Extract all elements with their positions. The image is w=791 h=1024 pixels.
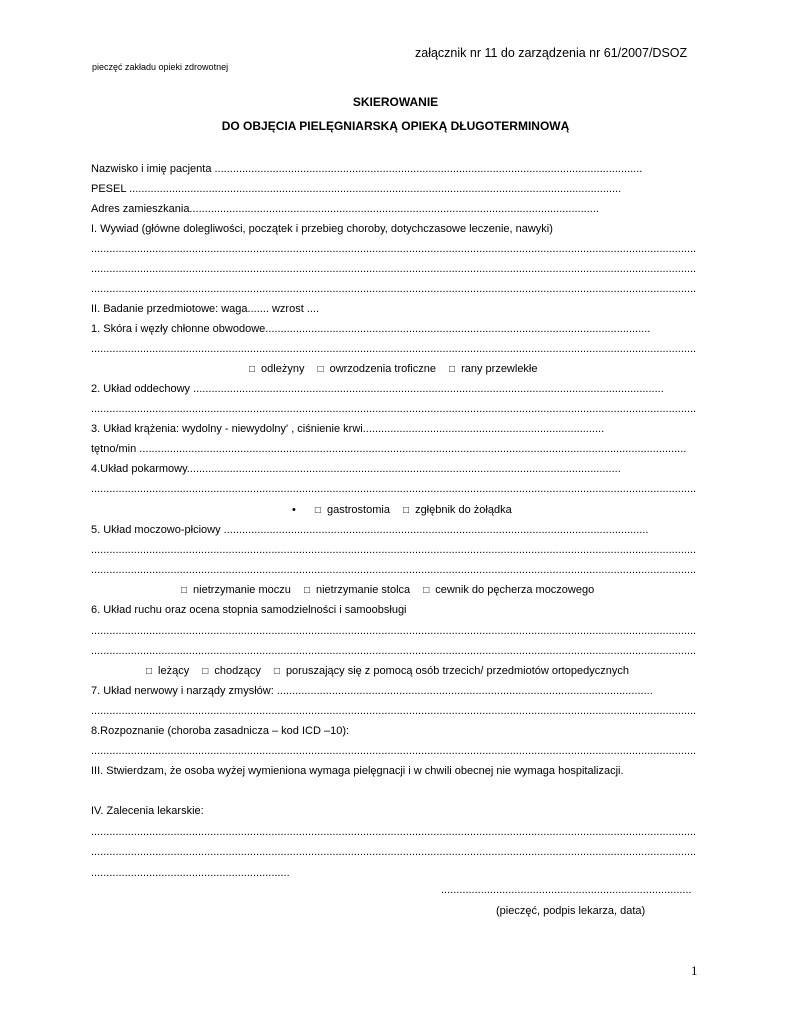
checkbox-trophic-ulcers[interactable]: □ owrzodzenia troficzne [317,363,436,375]
signature-line[interactable]: .................................................................................. [441,884,692,896]
form-subtitle: DO OBJĘCIA PIELĘGNIARSKĄ OPIEKĄ DŁUGOTERMINOWĄ [221,119,570,133]
page-number: 1 [691,963,698,978]
respiratory-field[interactable]: 2. Układ oddechowy .......................................................................................................................................................... [91,383,664,395]
motor-line-2[interactable]: ...................................................................................................................................................................................................... [91,645,697,657]
statement-text: III. Stwierdzam, że osoba wyżej wymieniona wymaga pielęgnacji i w chwili obecnej nie wymaga hospitalizacji. [91,765,624,777]
interview-heading: I. Wywiad (główne dolegliwości, początek i przebieg choroby, dotychczasowe leczenie, nawyki) [91,223,553,235]
checkbox-chronic-wounds[interactable]: □ rany przewlekłe [449,363,538,375]
urinary-line-2[interactable]: ...................................................................................................................................................................................................... [91,564,697,576]
recommendations-line-3[interactable]: ................................................................. [91,867,290,879]
digestive-checkboxes [292,503,522,518]
respiratory-line[interactable]: ...................................................................................................................................................................................................... [91,403,697,415]
nervous-field[interactable]: 7. Układ nerwowy i narządy zmysłów: ........................................................................................................................... [91,685,653,697]
digestive-field[interactable]: 4.Układ pokarmowy.............................................................................................................................................. [91,463,621,475]
urinary-line-1[interactable]: ...................................................................................................................................................................................................... [91,544,697,556]
checkbox-walking[interactable]: □ chodzący [202,665,261,677]
recommendations-heading: IV. Zalecenia lekarskie: [91,805,204,817]
skin-line[interactable]: ...................................................................................................................................................................................................... [91,343,697,355]
checkbox-fecal-incontinence[interactable]: □ nietrzymanie stolca [303,584,411,596]
recommendations-line-2[interactable]: ...................................................................................................................................................................................................... [91,846,697,858]
exam-heading: II. Badanie przedmiotowe: waga....... wzrost .... [91,303,320,315]
form-title: SKIEROWANIE [352,95,439,109]
checkbox-gastric-tube[interactable]: □ zgłębnik do żołądka [403,504,512,516]
digestive-line[interactable]: ...................................................................................................................................................................................................... [91,483,697,495]
motor-line-1[interactable]: ...................................................................................................................................................................................................... [91,625,697,637]
checkbox-assisted-mobility[interactable]: □ poruszający się z pomocą osób trzecich/ przedmiotów ortopedycznych [273,665,629,677]
urinary-checkboxes [181,583,604,598]
patient-name-field[interactable]: Nazwisko i imię pacjenta ............................................................................................................................................ [91,163,643,175]
checkbox-bedsores[interactable]: □ odleżyny [249,363,305,375]
interview-line-1[interactable]: ...................................................................................................................................................................................................... [91,243,697,255]
pulse-field[interactable]: tętno/min ................................................................................................................................................................................... [91,443,687,455]
pesel-field[interactable]: PESEL ................................................................................................................................................................. [91,183,622,195]
interview-line-2[interactable]: ...................................................................................................................................................................................................... [91,263,697,275]
address-field[interactable]: Adres zamieszkania...................................................................................................................................... [91,203,599,215]
motor-heading: 6. Układ ruchu oraz ocena stopnia samodzielności i samoobsługi [91,604,407,616]
motor-checkboxes [146,664,639,679]
checkbox-bedridden[interactable]: □ leżący [146,665,190,677]
skin-field[interactable]: 1. Skóra i węzły chłonne obwodowe.............................................................................................................................. [91,323,651,335]
signature-caption: (pieczęć, podpis lekarza, data) [496,905,646,917]
urinary-field[interactable]: 5. Układ moczowo-płciowy ........................................................................................................................................... [91,524,649,536]
checkbox-urinary-incontinence[interactable]: □ nietrzymanie moczu [181,584,291,596]
interview-line-3[interactable]: ...................................................................................................................................................................................................... [91,283,697,295]
circulatory-field[interactable]: 3. Układ krążenia: wydolny - niewydolny' , ciśnienie krwi............................................................................... [91,423,605,435]
recommendations-line-1[interactable]: ...................................................................................................................................................................................................... [91,826,697,838]
checkbox-gastrostomy[interactable]: □ gastrostomia [314,504,390,516]
nervous-line[interactable]: ...................................................................................................................................................................................................... [91,705,697,717]
diagnosis-heading: 8.Rozpoznanie (choroba zasadnicza – kod ICD –10): [91,725,350,737]
skin-checkboxes [249,362,548,377]
diagnosis-line[interactable]: ...................................................................................................................................................................................................... [91,745,697,757]
stamp-label: pieczęć zakładu opieki zdrowotnej [92,62,229,72]
bullet: • [292,504,296,516]
attachment-note: załącznik nr 11 do zarządzenia nr 61/2007/DSOZ [415,46,688,60]
checkbox-bladder-catheter[interactable]: □ cewnik do pęcherza moczowego [423,584,595,596]
